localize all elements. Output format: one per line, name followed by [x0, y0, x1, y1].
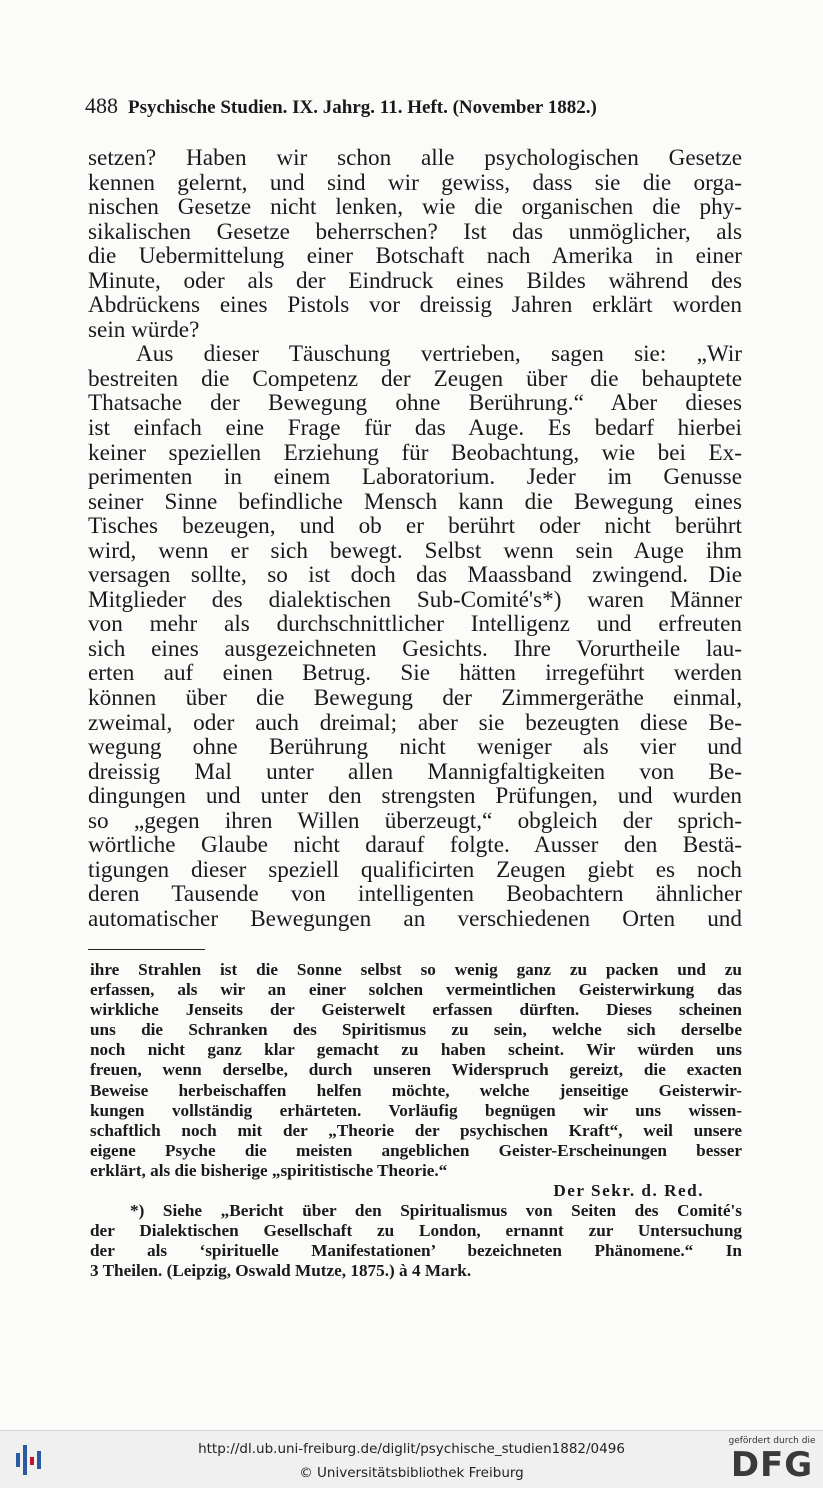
text-line: wird, wenn er sich bewegt. Selbst wenn sein Auge ihm: [88, 538, 742, 564]
footnote-line: der als ‘spirituelle Manifestationen’ bezeichneten Phänomene.“ In: [90, 1241, 742, 1261]
text-line: Thatsache der Bewegung ohne Berührung.“ Aber dieses: [88, 391, 742, 417]
viewer-footer: [0, 1430, 823, 1488]
footnote-line: *) Siehe „Bericht über den Spiritualismus von Seiten des Comité's: [130, 1201, 742, 1221]
text-line: versagen sollte, so ist doch das Maassband zwingend. Die: [88, 563, 742, 588]
text-line: automatischer Bewegungen an verschiedenen Orten und: [88, 906, 742, 932]
page-number: 488: [85, 93, 118, 118]
text-line: ist einfach eine Frage für das Auge. Es bedarf hierbei: [88, 416, 742, 441]
text-line: die Uebermittelung einer Botschaft nach Amerika in einer: [88, 244, 742, 269]
footnote-line: erklärt, als die bisherige „spiritistische Theorie.“: [90, 1160, 448, 1180]
text-line: so „gegen ihren Willen überzeugt,“ obgleich der sprich-: [88, 808, 742, 834]
text-line: keiner speziellen Erziehung für Beobachtung, wie bei Ex-: [88, 440, 742, 466]
text-line: Aus dieser Täuschung vertrieben, sagen sie: „Wir: [136, 342, 742, 367]
dfg-logo[interactable]: [726, 1434, 818, 1486]
text-line: setzen? Haben wir schon alle psychologischen Gesetze: [88, 146, 742, 171]
text-line: Minute, oder als der Eindruck eines Bildes während des: [88, 268, 742, 294]
main-text: [88, 146, 742, 932]
dfg-logo-text: DFG: [730, 1445, 814, 1485]
text-line: können über die Bewegung der Zimmergeräthe einmal,: [88, 686, 742, 711]
text-line: wörtliche Glaube nicht darauf folgte. Ausser den Bestä-: [88, 833, 742, 858]
text-line: Mitglieder des dialektischen Sub-Comité's*) waren Männer: [88, 587, 742, 613]
text-line: dreissig Mal unter allen Mannigfaltigkeiten von Be-: [88, 759, 742, 785]
footnote-line: eigene Psyche die meisten angeblichen Geister-Erscheinungen besser: [90, 1140, 742, 1160]
footnote-line: der Dialektischen Gesellschaft zu London, ernannt zur Untersuchung: [90, 1221, 742, 1241]
footnote-line: uns die Schranken des Spiritismus zu sein, welche sich derselbe: [90, 1020, 742, 1040]
text-line: zweimal, oder auch dreimal; aber sie bezeugten diese Be-: [88, 710, 742, 736]
text-line: Abdrückens eines Pistols vor dreissig Jahren erklärt worden: [88, 293, 742, 318]
text-line: von mehr als durchschnittlicher Intelligenz und erfreuten: [88, 612, 742, 637]
text-line: erten auf einen Betrug. Sie hätten irregeführt werden: [88, 661, 742, 687]
footnote-line: freuen, wenn derselbe, durch unseren Widerspruch gereizt, die exacten: [90, 1060, 742, 1080]
footnote-reference: [90, 1201, 742, 1281]
footnote-separator: [88, 949, 205, 950]
text-line: perimenten in einem Laboratorium. Jeder im Genusse: [88, 465, 742, 490]
page-url-link[interactable]: http://dl.ub.uni-freiburg.de/diglit/psychische_studien1882/0496: [198, 1441, 625, 1457]
dfg-caption: gefördert durch die: [728, 1436, 816, 1446]
footnote-signature: Der Sekr. d. Red.: [553, 1181, 704, 1201]
running-title: Psychische Studien. IX. Jahrg. 11. Heft. (November 1882.): [128, 97, 597, 118]
text-line: tigungen dieser speziell qualificirten Zeugen giebt es noch: [88, 857, 742, 883]
text-line: wegung ohne Berührung nicht weniger als vier und: [88, 735, 742, 760]
text-line: deren Tausende von intelligenten Beobachtern ähnlicher: [88, 882, 742, 907]
footnote-line: noch nicht ganz klar gemacht zu haben scheint. Wir würden uns: [90, 1040, 742, 1060]
text-line: dingungen und unter den strengsten Prüfungen, und wurden: [88, 784, 742, 809]
running-header: [85, 93, 745, 119]
text-line: nischen Gesetze nicht lenken, wie die organischen die phy-: [88, 195, 742, 220]
footnote-line: ihre Strahlen ist die Sonne selbst so wenig ganz zu packen und zu: [90, 960, 742, 979]
text-line: seiner Sinne befindliche Mensch kann die Bewegung eines: [88, 489, 742, 515]
footnote-line: wirkliche Jenseits der Geisterwelt erfassen dürften. Dieses scheinen: [90, 1000, 742, 1020]
text-line: Tisches bezeugen, und ob er berührt oder nicht berührt: [88, 514, 742, 539]
footnote-line: schaftlich noch mit der „Theorie der psychischen Kraft“, weil unsere: [90, 1120, 742, 1140]
text-line: kennen gelernt, und sind wir gewiss, dass sie die orga-: [88, 170, 742, 196]
copyright-notice: © Universitätsbibliothek Freiburg: [299, 1465, 524, 1481]
text-line: sein würde?: [88, 317, 200, 343]
footnote-line: Beweise herbeischaffen helfen möchte, welche jenseitige Geisterwir-: [90, 1080, 742, 1100]
footnote-continued: [90, 960, 742, 1181]
text-line: sich eines ausgezeichneten Gesichts. Ihre Vorurtheile lau-: [88, 636, 742, 662]
footnotes: [90, 960, 742, 1282]
footnote-line: erfassen, als wir an einer solchen vermeintlichen Geisterwirkung das: [90, 980, 742, 1000]
footnote-line: 3 Theilen. (Leipzig, Oswald Mutze, 1875.) à 4 Mark.: [90, 1261, 472, 1281]
text-line: sikalischen Gesetze beherrschen? Ist das unmöglicher, als: [88, 219, 742, 245]
text-line: bestreiten die Competenz der Zeugen über die behauptete: [88, 366, 742, 392]
footnote-line: kungen vollständig erhärteten. Vorläufig begnügen wir uns wissen-: [90, 1100, 742, 1120]
